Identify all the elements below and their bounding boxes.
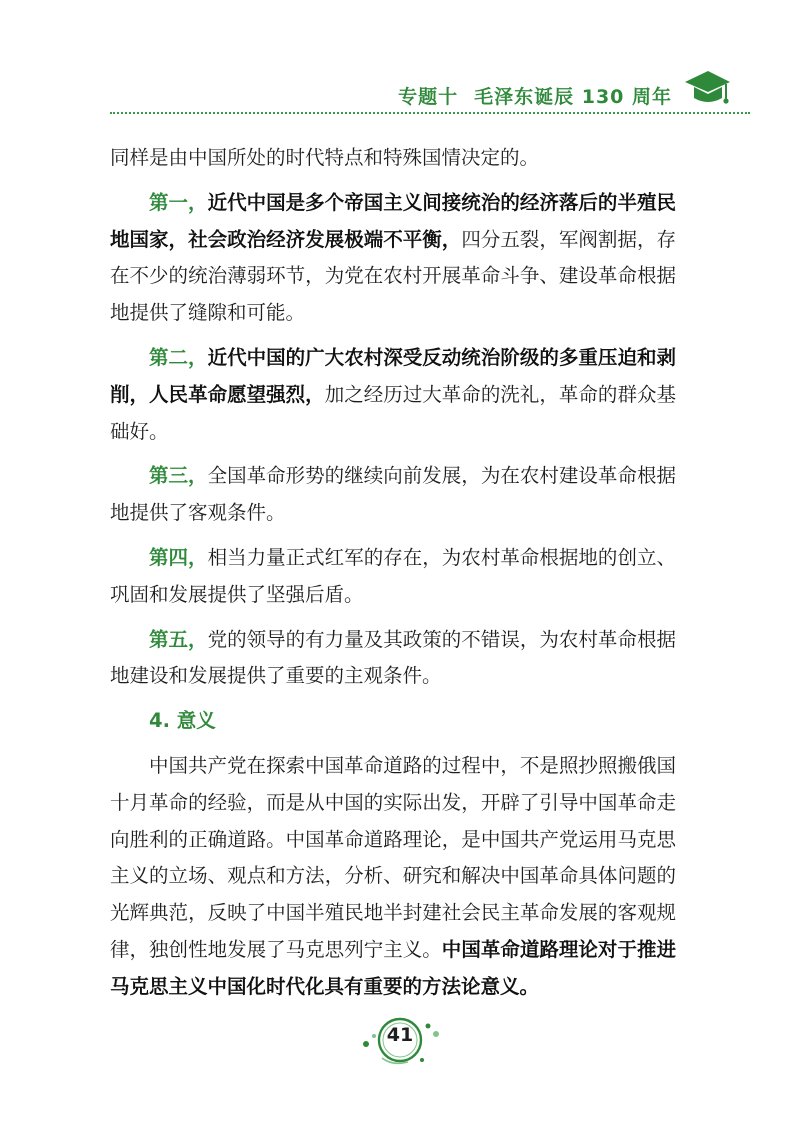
point-text: 党的领导的有力量及其政策的不错误，为农村革命根据地建设和发展提供了重要的主观条件。	[110, 627, 676, 688]
point-lead: 第一，	[149, 190, 208, 214]
point-lead: 第五，	[149, 627, 208, 651]
paragraph-fifth-point	[110, 622, 676, 696]
header-topic: 毛泽东诞辰 130 周年	[474, 86, 672, 108]
significance-text: 中国共产党在探索中国革命道路的过程中，不是照抄照搬俄国十月革命的经验，而是从中国的实际出发，开辟了引导中国革命走向胜利的正确道路。中国革命道路理论，是中国共产党运用马克思主义的立场、观点和方法，分析、研究和解决中国革命具体问题的光辉典范，反映了中国半殖民地半封建社会民主革命发展的客观规律，独创性地发展了马克思列宁主义。	[110, 753, 676, 961]
page-number: 41	[386, 1024, 414, 1046]
section-heading: 4. 意义	[149, 709, 216, 733]
header-title	[398, 82, 672, 109]
significance-bold: 中国革命道路理论对于推进马克思主义中国化时代化具有重要的方法论意义。	[110, 937, 676, 998]
paragraph-significance	[110, 748, 676, 1006]
paragraph-first-point	[110, 185, 676, 332]
graduation-cap-icon	[682, 66, 732, 110]
header-series: 专题十	[398, 86, 459, 108]
paragraph-third-point	[110, 458, 676, 532]
point-text: 加之经历过大革命的洗礼，革命的群众基础好。	[110, 382, 676, 443]
point-text: 相当力量正式红军的存在，为农村革命根据地的创立、巩固和发展提供了坚强后盾。	[110, 545, 676, 606]
point-bold: 近代中国的广大农村深受反动统治阶级的多重压迫和剥削，人民革命愿望强烈，	[110, 345, 676, 406]
point-text: 全国革命形势的继续向前发展，为在农村建设革命根据地提供了客观条件。	[110, 464, 676, 525]
point-lead: 第二，	[149, 345, 208, 369]
point-lead: 第三，	[149, 464, 208, 488]
paragraph-fourth-point	[110, 540, 676, 614]
paragraph-second-point	[110, 340, 676, 450]
point-text: 四分五裂，军阀割据，存在不少的统治薄弱环节，为党在农村开展革命斗争、建设革命根据地提供了缝隙和可能。	[110, 227, 676, 325]
page-body	[110, 140, 676, 1014]
point-lead: 第四，	[149, 545, 208, 569]
point-bold: 近代中国是多个帝国主义间接统治的经济落后的半殖民地国家，社会政治经济发展极端不平衡，	[110, 190, 676, 251]
page-header	[110, 62, 750, 112]
header-divider	[110, 112, 750, 114]
paragraph-continuation: 同样是由中国所处的时代特点和特殊国情决定的。	[110, 146, 540, 169]
page-number-badge	[352, 1010, 448, 1070]
